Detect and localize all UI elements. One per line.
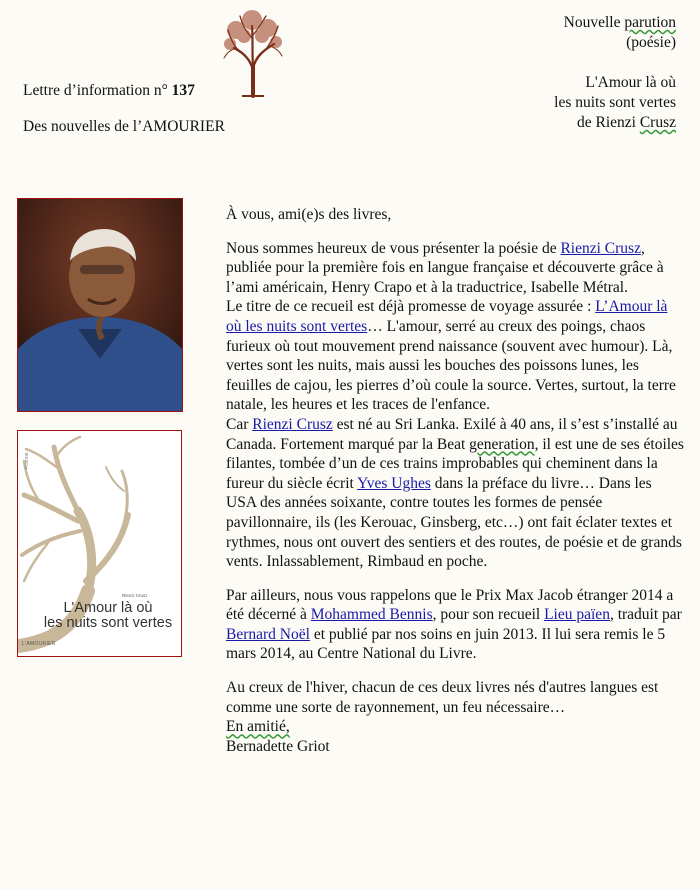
bio-text-1: Car xyxy=(226,415,253,433)
book-title-line2: les nuits sont vertes xyxy=(554,94,676,111)
paragraph-winter: Au creux de l'hiver, chacun de ces deux livres nés d'autres langues est comme une sorte de rayonnement, un feu nécessaire… xyxy=(226,679,659,716)
newsletter-number-line xyxy=(23,81,195,101)
newsletter-label: Lettre d’information n° xyxy=(23,82,172,99)
parution-label: Nouvelle xyxy=(563,14,625,31)
cover-title xyxy=(38,601,178,631)
book-author-line xyxy=(577,113,676,133)
prize-text-2: , pour son recueil xyxy=(432,606,545,624)
bio-text-4: dans la préface du livre… Dans les USA des années soixante, contre toutes les formes de pensée pavillonnaire, ils (les Kerouac, Ginsberg, etc…) ont fait éclater textes et rythmes, nous ont ouvert des sentiers et des routes, de poésie et de grands vents. Inlassablement, Rimbaud en poche. xyxy=(226,474,682,571)
paragraph-biography xyxy=(226,415,684,572)
link-rienzi-crusz-2[interactable]: Rienzi Crusz xyxy=(252,415,333,433)
genre-label: (poésie) xyxy=(626,34,676,51)
signature: Bernadette Griot xyxy=(226,737,330,755)
prize-text-3: , traduit par xyxy=(609,606,682,624)
link-bernard-noel[interactable]: Bernard Noël xyxy=(226,625,310,643)
closing-text: En amitié, xyxy=(226,718,290,736)
news-line: Des nouvelles de l’AMOURIER xyxy=(23,118,225,135)
cover-collection: POÉSIE xyxy=(24,452,29,469)
link-yves-ughes[interactable]: Yves Ughes xyxy=(357,474,431,492)
link-rienzi-crusz-1[interactable]: Rienzi Crusz xyxy=(560,239,641,257)
greeting: À vous, ami(e)s des livres, xyxy=(226,206,392,223)
book-author-prefix: de Rienzi xyxy=(576,114,640,131)
intro-text-1: Nous sommes heureux de vous présenter la poésie de xyxy=(226,239,561,257)
author-portrait xyxy=(18,199,182,411)
book-title-line1: L'Amour là où xyxy=(585,74,676,91)
title-text-2: … L'amour, serré au creux des poings, chaos furieux où tout mouvement prend naissance (souvent avec humour). Là, vertes sont les nuits, mais aussi les bouches des poissons lunes, les feuilles de cajou, les pierres d’où coule la source. Vertes, surtout, la terre natale, les heures et les traces de l'enfance. xyxy=(226,317,676,414)
generation-word: generation xyxy=(469,435,535,453)
parution-word: parution xyxy=(624,14,676,31)
letter-body xyxy=(226,205,684,756)
newsletter-number: 137 xyxy=(171,82,195,99)
bio-text-3: , il est une de ses étoiles filantes, tombée d’un de ces trains improbables qui cheminent dans la fureur du siècle écrit xyxy=(226,435,684,492)
book-cover xyxy=(17,430,182,657)
bio-text-2: est né au Sri Lanka. Exilé à 40 ans, il s’est s’installé au Canada. Fortement marqué par la Beat xyxy=(226,415,678,453)
cover-title-line1: L'Amour là où xyxy=(63,600,153,616)
parution-line xyxy=(564,13,676,33)
link-book-title[interactable]: L’Amour là où les nuits sont vertes xyxy=(226,298,668,335)
cover-title-line2: les nuits sont vertes xyxy=(43,615,173,631)
closing xyxy=(226,717,684,737)
intro-text-2: , publiée pour la première fois en langue française et découverte grâce à l’ami américain, Henry Crapo et à la traductrice, Isabelle Métral. xyxy=(226,239,664,296)
prize-text-1: Par ailleurs, nous vous rappelons que le Prix Max Jacob étranger 2014 a été décerné à xyxy=(226,586,674,624)
amourier-tree-logo xyxy=(222,8,284,98)
link-lieu-paien[interactable]: Lieu païen xyxy=(544,606,610,624)
link-mohammed-bennis[interactable]: Mohammed Bennis xyxy=(310,606,433,624)
paragraph-title xyxy=(226,297,684,415)
paragraph-prize xyxy=(226,586,684,664)
cover-author: Rienzi Crusz xyxy=(122,593,148,598)
paragraph-intro xyxy=(226,239,684,298)
title-text-1: Le titre de ce recueil est déjà promesse de voyage assurée : xyxy=(226,298,596,316)
cover-publisher: L'AMOURIER xyxy=(22,641,56,647)
book-author-name: Crusz xyxy=(639,114,676,131)
prize-text-4: et publié par nos soins en juin 2013. Il lui sera remis le 5 mars 2014, au Centre National du Livre. xyxy=(226,625,666,663)
author-photo xyxy=(17,198,183,412)
